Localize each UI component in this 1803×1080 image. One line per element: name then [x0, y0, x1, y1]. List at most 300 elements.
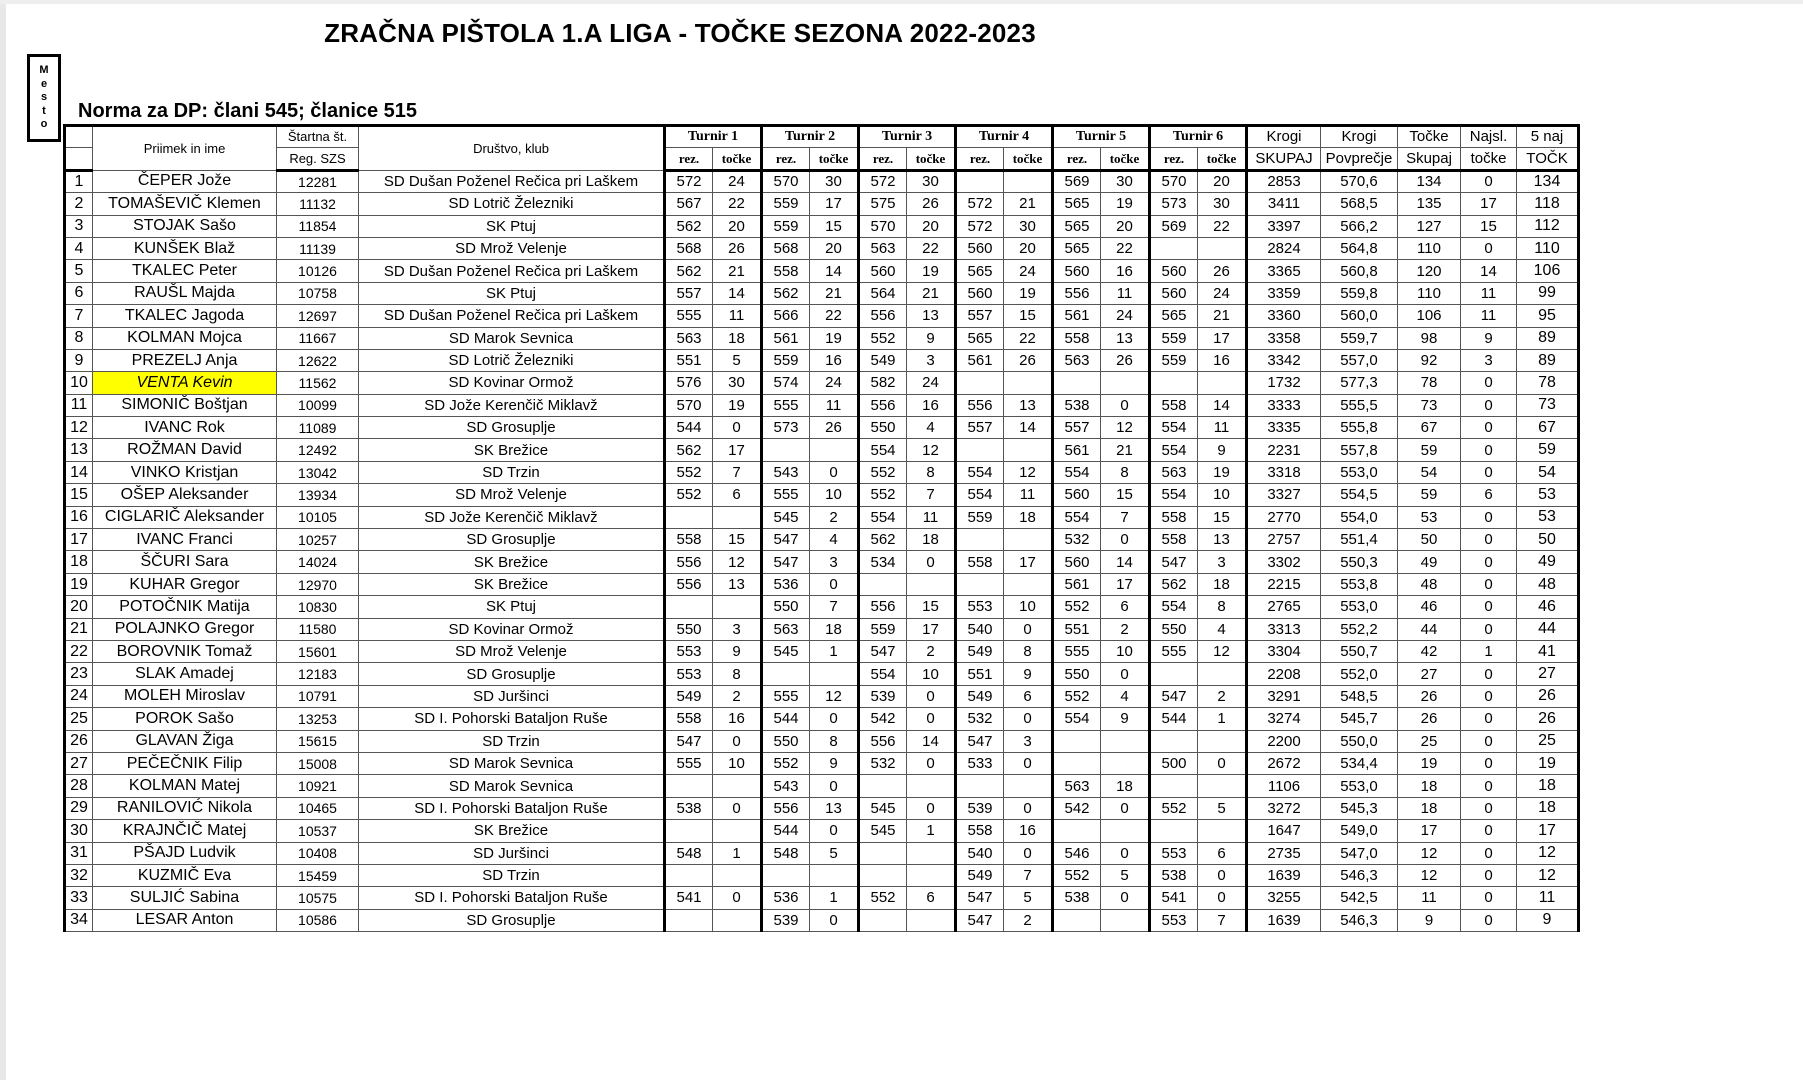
mesto-letter-m: M — [39, 64, 49, 77]
row-turnir5-rez: 554 — [1053, 506, 1101, 528]
row-turnir6-tocke: 16 — [1198, 349, 1247, 371]
row-turnir3-rez: 550 — [859, 417, 907, 439]
row-reg: 10830 — [277, 596, 359, 618]
row-turnir3-tocke — [907, 864, 956, 886]
row-turnir6-tocke — [1198, 372, 1247, 394]
row-turnir4-rez — [956, 775, 1004, 797]
table-row — [65, 372, 1579, 394]
row-name: TKALEC Jagoda — [93, 305, 277, 327]
row-club: SK Brežice — [359, 573, 665, 595]
row-name: MOLEH Miroslav — [93, 685, 277, 707]
row-turnir1-rez: 558 — [665, 708, 713, 730]
row-club: SD Grosuplje — [359, 909, 665, 931]
row-turnir3-tocke: 21 — [907, 282, 956, 304]
table-row — [65, 573, 1579, 595]
row-reg: 11562 — [277, 372, 359, 394]
row-name: KOLMAN Mojca — [93, 327, 277, 349]
table-row — [65, 305, 1579, 327]
table-row — [65, 327, 1579, 349]
mesto-letter-e: e — [40, 77, 48, 90]
row-5-naj-tock: 89 — [1517, 327, 1579, 349]
row-turnir5-tocke: 17 — [1101, 573, 1150, 595]
row-name: TKALEC Peter — [93, 260, 277, 282]
row-club: SD Lotrič Železniki — [359, 349, 665, 371]
mesto-vertical-label — [27, 54, 61, 142]
header-place — [65, 126, 93, 148]
row-turnir5-tocke: 4 — [1101, 685, 1150, 707]
row-turnir4-tocke: 26 — [1004, 349, 1053, 371]
row-club: SD Mrož Velenje — [359, 237, 665, 259]
row-place: 2 — [65, 193, 93, 215]
row-turnir6-tocke: 0 — [1198, 887, 1247, 909]
row-turnir2-rez: 545 — [762, 506, 810, 528]
row-turnir4-tocke — [1004, 573, 1053, 595]
row-turnir3-tocke: 8 — [907, 461, 956, 483]
row-krogi-skupaj: 2757 — [1247, 529, 1321, 551]
row-5-naj-tock: 95 — [1517, 305, 1579, 327]
row-turnir4-tocke: 13 — [1004, 394, 1053, 416]
row-turnir6-rez: 569 — [1150, 215, 1198, 237]
row-turnir4-rez: 549 — [956, 685, 1004, 707]
row-krogi-skupaj: 1647 — [1247, 820, 1321, 842]
row-turnir4-tocke: 2 — [1004, 909, 1053, 931]
row-name: STOJAK Sašo — [93, 215, 277, 237]
row-krogi-povprecje: 547,0 — [1321, 842, 1398, 864]
row-club: SD Dušan Poženel Rečica pri Laškem — [359, 260, 665, 282]
row-turnir4-rez: 549 — [956, 640, 1004, 662]
row-turnir1-tocke: 11 — [713, 305, 762, 327]
row-place: 31 — [65, 842, 93, 864]
row-turnir3-rez: 554 — [859, 439, 907, 461]
row-club: SD Jože Kerenčič Miklavž — [359, 506, 665, 528]
row-turnir4-tocke: 21 — [1004, 193, 1053, 215]
row-krogi-povprecje: 568,5 — [1321, 193, 1398, 215]
row-tocke-skupaj: 54 — [1398, 461, 1461, 483]
row-turnir6-tocke: 3 — [1198, 551, 1247, 573]
header-turnir-4: Turnir 4 — [956, 126, 1053, 148]
row-turnir2-rez: 574 — [762, 372, 810, 394]
norma-note: Norma za DP: člani 545; članice 515 — [78, 100, 418, 122]
table-row — [65, 797, 1579, 819]
row-turnir3-rez — [859, 909, 907, 931]
header-turnir-3: Turnir 3 — [859, 126, 956, 148]
row-turnir2-rez: 556 — [762, 797, 810, 819]
row-turnir1-rez: 556 — [665, 551, 713, 573]
row-turnir4-rez: 554 — [956, 484, 1004, 506]
row-najsl-tocke: 0 — [1461, 775, 1517, 797]
table-row — [65, 349, 1579, 371]
row-turnir5-tocke: 14 — [1101, 551, 1150, 573]
row-turnir3-tocke: 12 — [907, 439, 956, 461]
row-turnir1-rez — [665, 820, 713, 842]
row-club: SD I. Pohorski Bataljon Ruše — [359, 797, 665, 819]
row-turnir6-tocke: 22 — [1198, 215, 1247, 237]
row-tocke-skupaj: 67 — [1398, 417, 1461, 439]
row-place: 15 — [65, 484, 93, 506]
row-tocke-skupaj: 106 — [1398, 305, 1461, 327]
row-turnir1-tocke: 0 — [713, 797, 762, 819]
row-club: SD I. Pohorski Bataljon Ruše — [359, 708, 665, 730]
row-turnir6-rez: 560 — [1150, 282, 1198, 304]
row-reg: 12622 — [277, 349, 359, 371]
row-place: 20 — [65, 596, 93, 618]
row-turnir6-rez: 553 — [1150, 842, 1198, 864]
row-turnir5-tocke: 24 — [1101, 305, 1150, 327]
mesto-letter-o: o — [40, 118, 48, 131]
row-turnir3-tocke: 10 — [907, 663, 956, 685]
row-turnir3-rez: 582 — [859, 372, 907, 394]
row-reg: 12183 — [277, 663, 359, 685]
row-reg: 12492 — [277, 439, 359, 461]
row-krogi-skupaj: 2215 — [1247, 573, 1321, 595]
scan-edge-left — [0, 0, 6, 1080]
row-turnir5-rez: 552 — [1053, 596, 1101, 618]
row-turnir1-tocke: 10 — [713, 752, 762, 774]
row-turnir4-tocke: 7 — [1004, 864, 1053, 886]
row-najsl-tocke: 0 — [1461, 417, 1517, 439]
row-najsl-tocke: 9 — [1461, 327, 1517, 349]
row-reg: 10537 — [277, 820, 359, 842]
row-turnir1-rez: 556 — [665, 573, 713, 595]
row-turnir4-rez: 558 — [956, 551, 1004, 573]
row-turnir2-rez: 548 — [762, 842, 810, 864]
row-turnir5-tocke: 21 — [1101, 439, 1150, 461]
header-turnir-1: Turnir 1 — [665, 126, 762, 148]
row-5-naj-tock: 44 — [1517, 618, 1579, 640]
row-turnir5-rez — [1053, 909, 1101, 931]
row-name: OŠEP Aleksander — [93, 484, 277, 506]
row-turnir2-rez: 544 — [762, 708, 810, 730]
row-turnir6-rez — [1150, 663, 1198, 685]
row-turnir5-rez: 563 — [1053, 349, 1101, 371]
row-name: SLAK Amadej — [93, 663, 277, 685]
row-turnir2-rez: 545 — [762, 640, 810, 662]
row-name: POLAJNKO Gregor — [93, 618, 277, 640]
header-t5-rez: rez. — [1053, 148, 1101, 170]
row-place: 10 — [65, 372, 93, 394]
row-krogi-povprecje: 550,3 — [1321, 551, 1398, 573]
header-5naj-sub: TOČK — [1517, 148, 1579, 170]
row-name: POROK Sašo — [93, 708, 277, 730]
table-row — [65, 215, 1579, 237]
row-krogi-povprecje: 545,3 — [1321, 797, 1398, 819]
row-reg: 10791 — [277, 685, 359, 707]
row-krogi-povprecje: 557,8 — [1321, 439, 1398, 461]
row-turnir5-tocke: 10 — [1101, 640, 1150, 662]
row-turnir2-tocke: 1 — [810, 887, 859, 909]
row-place: 27 — [65, 752, 93, 774]
row-krogi-povprecje: 559,8 — [1321, 282, 1398, 304]
row-turnir4-tocke: 24 — [1004, 260, 1053, 282]
row-5-naj-tock: 59 — [1517, 439, 1579, 461]
row-tocke-skupaj: 9 — [1398, 909, 1461, 931]
row-turnir3-tocke: 0 — [907, 685, 956, 707]
row-name: IVANC Franci — [93, 529, 277, 551]
row-turnir5-rez: 555 — [1053, 640, 1101, 662]
row-place: 19 — [65, 573, 93, 595]
row-krogi-skupaj: 2735 — [1247, 842, 1321, 864]
row-krogi-povprecje: 566,2 — [1321, 215, 1398, 237]
row-turnir2-tocke: 24 — [810, 372, 859, 394]
row-krogi-povprecje: 552,2 — [1321, 618, 1398, 640]
row-turnir2-rez: 559 — [762, 349, 810, 371]
row-turnir1-tocke: 30 — [713, 372, 762, 394]
row-turnir5-tocke: 13 — [1101, 327, 1150, 349]
table-row — [65, 730, 1579, 752]
row-club: SK Ptuj — [359, 215, 665, 237]
header-t1-tocke: točke — [713, 148, 762, 170]
row-turnir2-rez: 544 — [762, 820, 810, 842]
table-row — [65, 529, 1579, 551]
table-body — [65, 170, 1579, 931]
row-najsl-tocke: 0 — [1461, 237, 1517, 259]
row-tocke-skupaj: 19 — [1398, 752, 1461, 774]
row-krogi-skupaj: 3358 — [1247, 327, 1321, 349]
row-turnir4-rez: 532 — [956, 708, 1004, 730]
row-turnir2-tocke: 0 — [810, 820, 859, 842]
row-turnir5-rez: 569 — [1053, 170, 1101, 192]
row-turnir1-tocke: 15 — [713, 529, 762, 551]
row-turnir4-rez: 560 — [956, 237, 1004, 259]
row-krogi-povprecje: 553,8 — [1321, 573, 1398, 595]
table-row — [65, 775, 1579, 797]
row-turnir3-tocke: 17 — [907, 618, 956, 640]
row-turnir2-tocke: 21 — [810, 282, 859, 304]
row-turnir6-rez: 565 — [1150, 305, 1198, 327]
row-turnir3-tocke: 13 — [907, 305, 956, 327]
row-turnir3-tocke: 3 — [907, 349, 956, 371]
row-turnir3-rez: 554 — [859, 506, 907, 528]
table-row — [65, 193, 1579, 215]
row-turnir4-tocke: 5 — [1004, 887, 1053, 909]
row-tocke-skupaj: 12 — [1398, 842, 1461, 864]
row-krogi-skupaj: 3255 — [1247, 887, 1321, 909]
row-turnir5-tocke: 0 — [1101, 394, 1150, 416]
row-turnir1-rez: 538 — [665, 797, 713, 819]
row-turnir1-rez: 553 — [665, 663, 713, 685]
row-turnir4-rez: 553 — [956, 596, 1004, 618]
row-turnir6-tocke: 4 — [1198, 618, 1247, 640]
header-najsl-top: Najsl. — [1461, 126, 1517, 148]
row-turnir5-tocke: 9 — [1101, 708, 1150, 730]
row-krogi-skupaj: 2208 — [1247, 663, 1321, 685]
row-turnir6-rez — [1150, 775, 1198, 797]
row-krogi-povprecje: 553,0 — [1321, 775, 1398, 797]
row-club: SD Kovinar Ormož — [359, 618, 665, 640]
row-turnir5-rez: 565 — [1053, 237, 1101, 259]
row-turnir1-rez: 563 — [665, 327, 713, 349]
row-krogi-povprecje: 570,6 — [1321, 170, 1398, 192]
header-t2-rez: rez. — [762, 148, 810, 170]
row-turnir2-rez: 555 — [762, 394, 810, 416]
row-krogi-povprecje: 549,0 — [1321, 820, 1398, 842]
row-krogi-skupaj: 1639 — [1247, 864, 1321, 886]
row-tocke-skupaj: 11 — [1398, 887, 1461, 909]
row-turnir4-rez: 547 — [956, 909, 1004, 931]
row-turnir1-rez: 541 — [665, 887, 713, 909]
row-turnir5-rez: 554 — [1053, 708, 1101, 730]
row-turnir6-rez: 553 — [1150, 909, 1198, 931]
row-turnir1-rez: 576 — [665, 372, 713, 394]
row-turnir2-rez: 555 — [762, 685, 810, 707]
row-turnir4-rez — [956, 439, 1004, 461]
row-tocke-skupaj: 110 — [1398, 282, 1461, 304]
row-place: 29 — [65, 797, 93, 819]
row-name: LESAR Anton — [93, 909, 277, 931]
row-turnir6-rez — [1150, 820, 1198, 842]
table-row — [65, 282, 1579, 304]
row-club: SD Trzin — [359, 461, 665, 483]
row-turnir4-tocke: 6 — [1004, 685, 1053, 707]
row-place: 32 — [65, 864, 93, 886]
row-turnir2-rez: 570 — [762, 170, 810, 192]
row-club: SD Juršinci — [359, 842, 665, 864]
row-najsl-tocke: 0 — [1461, 820, 1517, 842]
row-club: SD Grosuplje — [359, 417, 665, 439]
row-turnir3-tocke: 4 — [907, 417, 956, 439]
row-turnir3-rez — [859, 842, 907, 864]
row-tocke-skupaj: 59 — [1398, 484, 1461, 506]
row-turnir6-rez — [1150, 372, 1198, 394]
row-5-naj-tock: 106 — [1517, 260, 1579, 282]
row-turnir6-rez: 555 — [1150, 640, 1198, 662]
row-turnir6-tocke: 15 — [1198, 506, 1247, 528]
row-turnir6-rez: 560 — [1150, 260, 1198, 282]
header-krogi-povprecje-top: Krogi — [1321, 126, 1398, 148]
row-turnir1-tocke: 8 — [713, 663, 762, 685]
row-turnir6-tocke: 1 — [1198, 708, 1247, 730]
row-reg: 13042 — [277, 461, 359, 483]
row-tocke-skupaj: 110 — [1398, 237, 1461, 259]
row-turnir4-tocke: 14 — [1004, 417, 1053, 439]
row-turnir1-rez: 552 — [665, 461, 713, 483]
row-turnir1-rez — [665, 864, 713, 886]
row-turnir2-tocke: 0 — [810, 909, 859, 931]
table-row — [65, 461, 1579, 483]
row-turnir4-rez: 565 — [956, 327, 1004, 349]
row-turnir6-rez — [1150, 237, 1198, 259]
row-club: SD Trzin — [359, 730, 665, 752]
row-turnir1-rez: 555 — [665, 752, 713, 774]
row-turnir3-tocke: 20 — [907, 215, 956, 237]
row-5-naj-tock: 49 — [1517, 551, 1579, 573]
row-turnir1-tocke: 0 — [713, 417, 762, 439]
row-place: 8 — [65, 327, 93, 349]
row-turnir1-tocke — [713, 596, 762, 618]
row-5-naj-tock: 46 — [1517, 596, 1579, 618]
row-turnir6-rez: 538 — [1150, 864, 1198, 886]
row-turnir5-rez: 565 — [1053, 193, 1101, 215]
row-turnir5-rez: 561 — [1053, 573, 1101, 595]
row-turnir3-rez: 556 — [859, 730, 907, 752]
row-turnir1-rez: 553 — [665, 640, 713, 662]
table-row — [65, 394, 1579, 416]
row-turnir2-rez: 558 — [762, 260, 810, 282]
row-najsl-tocke: 0 — [1461, 439, 1517, 461]
row-turnir4-tocke: 3 — [1004, 730, 1053, 752]
row-name: ČEPER Jože — [93, 170, 277, 192]
row-place: 11 — [65, 394, 93, 416]
table-row — [65, 887, 1579, 909]
table-row — [65, 506, 1579, 528]
row-turnir5-tocke: 30 — [1101, 170, 1150, 192]
row-reg: 11854 — [277, 215, 359, 237]
table-row — [65, 752, 1579, 774]
row-club: SK Ptuj — [359, 596, 665, 618]
table-row — [65, 260, 1579, 282]
row-turnir3-rez: 545 — [859, 820, 907, 842]
row-najsl-tocke: 0 — [1461, 618, 1517, 640]
row-place: 16 — [65, 506, 93, 528]
row-turnir6-rez: 563 — [1150, 461, 1198, 483]
row-turnir1-tocke: 17 — [713, 439, 762, 461]
row-turnir6-tocke: 24 — [1198, 282, 1247, 304]
row-turnir5-tocke: 11 — [1101, 282, 1150, 304]
row-place: 12 — [65, 417, 93, 439]
row-5-naj-tock: 27 — [1517, 663, 1579, 685]
row-tocke-skupaj: 98 — [1398, 327, 1461, 349]
row-turnir1-rez: 555 — [665, 305, 713, 327]
row-tocke-skupaj: 12 — [1398, 864, 1461, 886]
row-turnir3-tocke — [907, 909, 956, 931]
row-name: PŠAJD Ludvik — [93, 842, 277, 864]
row-place: 13 — [65, 439, 93, 461]
row-turnir3-tocke: 18 — [907, 529, 956, 551]
row-turnir3-tocke: 0 — [907, 797, 956, 819]
row-turnir4-rez: 565 — [956, 260, 1004, 282]
row-najsl-tocke: 6 — [1461, 484, 1517, 506]
row-turnir5-tocke — [1101, 909, 1150, 931]
row-turnir1-tocke: 18 — [713, 327, 762, 349]
row-turnir4-tocke: 18 — [1004, 506, 1053, 528]
row-krogi-skupaj: 3302 — [1247, 551, 1321, 573]
row-turnir2-rez: 550 — [762, 596, 810, 618]
row-turnir1-rez: 567 — [665, 193, 713, 215]
row-name: TOMAŠEVIČ Klemen — [93, 193, 277, 215]
row-turnir6-tocke — [1198, 775, 1247, 797]
row-krogi-skupaj: 2231 — [1247, 439, 1321, 461]
row-krogi-skupaj: 3313 — [1247, 618, 1321, 640]
row-turnir6-tocke: 2 — [1198, 685, 1247, 707]
row-reg: 15008 — [277, 752, 359, 774]
table-row — [65, 663, 1579, 685]
row-reg: 10126 — [277, 260, 359, 282]
table-row — [65, 237, 1579, 259]
row-turnir4-rez — [956, 170, 1004, 192]
row-turnir6-tocke: 26 — [1198, 260, 1247, 282]
row-reg: 10586 — [277, 909, 359, 931]
row-najsl-tocke: 11 — [1461, 305, 1517, 327]
row-tocke-skupaj: 127 — [1398, 215, 1461, 237]
row-club: SD Trzin — [359, 864, 665, 886]
row-tocke-skupaj: 53 — [1398, 506, 1461, 528]
row-club: SD Dušan Poženel Rečica pri Laškem — [359, 305, 665, 327]
row-turnir6-tocke: 5 — [1198, 797, 1247, 819]
row-turnir6-rez: 562 — [1150, 573, 1198, 595]
row-turnir4-tocke: 0 — [1004, 797, 1053, 819]
row-turnir1-tocke: 0 — [713, 730, 762, 752]
row-turnir6-tocke — [1198, 663, 1247, 685]
row-turnir4-tocke: 16 — [1004, 820, 1053, 842]
row-reg: 12281 — [277, 170, 359, 192]
row-tocke-skupaj: 42 — [1398, 640, 1461, 662]
row-turnir5-rez: 565 — [1053, 215, 1101, 237]
row-turnir6-rez — [1150, 730, 1198, 752]
row-turnir6-tocke: 21 — [1198, 305, 1247, 327]
row-turnir1-rez: 570 — [665, 394, 713, 416]
row-turnir3-tocke: 2 — [907, 640, 956, 662]
row-tocke-skupaj: 92 — [1398, 349, 1461, 371]
